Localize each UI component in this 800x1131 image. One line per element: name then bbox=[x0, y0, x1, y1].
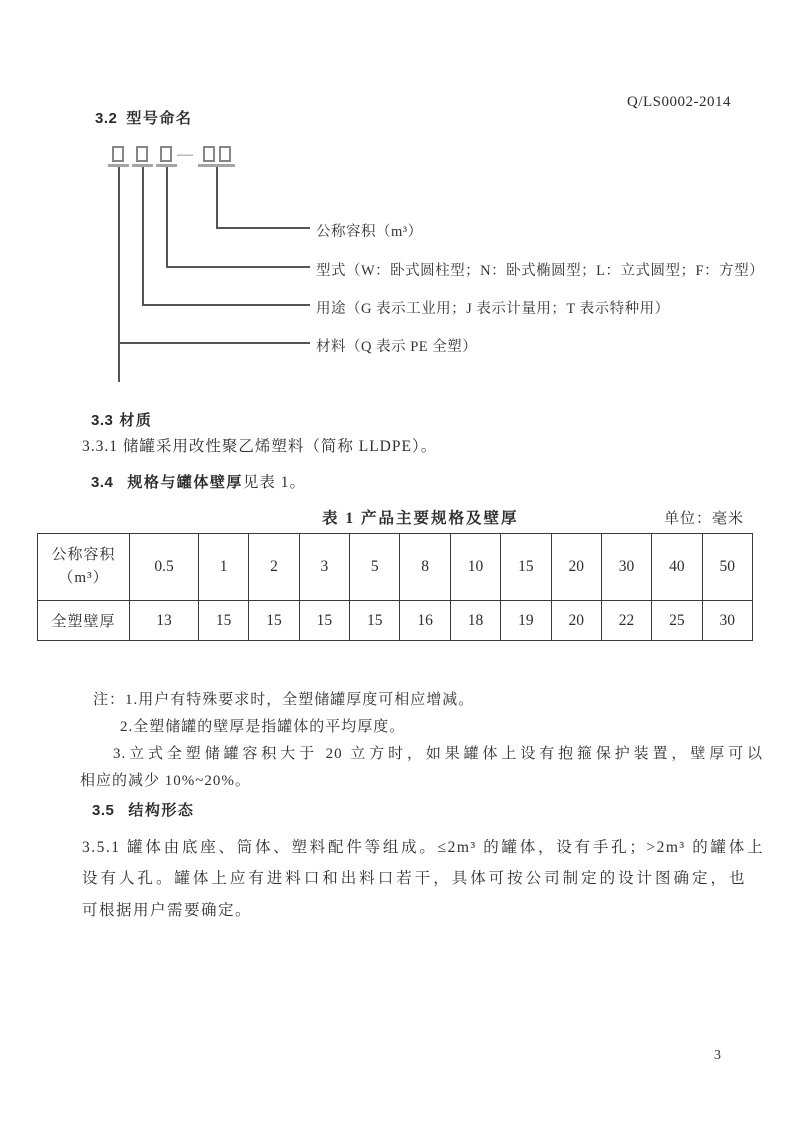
thickness-value-cell: 15 bbox=[199, 601, 249, 641]
note-line-3: 3.立式全塑储罐容积大于 20 立方时，如果罐体上设有抱箍保护装置，壁厚可以 bbox=[113, 746, 763, 762]
diagram-label-capacity: 公称容积（m³） bbox=[316, 224, 423, 240]
diagram-label-material: 材料（Q 表示 PE 全塑） bbox=[316, 339, 478, 355]
capacity-value-cell: 2 bbox=[249, 534, 299, 601]
thickness-value-cell: 15 bbox=[249, 601, 299, 641]
thickness-value-cell: 16 bbox=[400, 601, 450, 641]
thickness-header-cell: 全塑壁厚 bbox=[38, 601, 130, 641]
connector-vline-material bbox=[118, 167, 120, 382]
connector-vline-type bbox=[166, 167, 168, 268]
capacity-row bbox=[38, 534, 753, 601]
thickness-value-cell: 18 bbox=[450, 601, 500, 641]
thickness-value-cell: 30 bbox=[702, 601, 752, 641]
note-line-2: 2.全塑储罐的壁厚是指罐体的平均厚度。 bbox=[120, 719, 406, 735]
capacity-value-cell: 5 bbox=[350, 534, 400, 601]
section-3-5-number: 3.5 bbox=[92, 802, 115, 819]
model-box-1 bbox=[112, 146, 124, 162]
capacity-value-cell: 20 bbox=[551, 534, 601, 601]
capacity-header-line2: （m³） bbox=[58, 570, 109, 586]
capacity-value-cell: 8 bbox=[400, 534, 450, 601]
section-3-3-title: 材质 bbox=[119, 412, 153, 429]
section-3-4-tail: 见表 1。 bbox=[242, 474, 307, 491]
model-box-5 bbox=[219, 146, 231, 162]
spec-table bbox=[37, 533, 753, 641]
thickness-value-cell: 20 bbox=[551, 601, 601, 641]
section-3-4-number: 3.4 bbox=[91, 474, 114, 491]
note-line-1: 注：1.用户有特殊要求时，全塑储罐厚度可相应增减。 bbox=[93, 692, 475, 708]
capacity-value-cell: 0.5 bbox=[130, 534, 199, 601]
capacity-value-cell: 40 bbox=[652, 534, 702, 601]
section-3-2-number: 3.2 bbox=[95, 110, 118, 127]
section-3-5-title: 结构形态 bbox=[128, 802, 195, 819]
connector-vline-use bbox=[142, 167, 144, 306]
section-3-5-heading bbox=[92, 799, 194, 820]
connector-vline-capacity bbox=[216, 167, 218, 229]
page-number: 3 bbox=[714, 1048, 721, 1063]
thickness-value-cell: 22 bbox=[601, 601, 651, 641]
thickness-row bbox=[38, 601, 753, 641]
thickness-value-cell: 15 bbox=[299, 601, 349, 641]
capacity-value-cell: 30 bbox=[601, 534, 651, 601]
model-box-3 bbox=[160, 146, 172, 162]
doc-code: Q/LS0002-2014 bbox=[627, 94, 731, 110]
connector-hline-use bbox=[142, 304, 310, 306]
connector-hline-type bbox=[166, 266, 310, 268]
section-3-4-title: 规格与罐体壁厚 bbox=[127, 474, 243, 491]
diagram-label-use: 用途（G 表示工业用；J 表示计量用；T 表示特种用） bbox=[316, 301, 670, 317]
section-3-3-heading bbox=[91, 409, 152, 430]
capacity-value-cell: 50 bbox=[702, 534, 752, 601]
table-caption: 表 1 产品主要规格及壁厚 bbox=[322, 510, 519, 527]
model-naming-diagram bbox=[0, 0, 800, 400]
thickness-value-cell: 15 bbox=[350, 601, 400, 641]
model-box-4 bbox=[203, 146, 215, 162]
model-dash: — bbox=[177, 146, 193, 163]
clause-3-5-1-line-2: 设有人孔。罐体上应有进料口和出料口若干，具体可按公司制定的设计图确定，也 bbox=[82, 870, 746, 887]
capacity-value-cell: 1 bbox=[199, 534, 249, 601]
clause-3-5-1-line-1: 3.5.1 罐体由底座、筒体、塑料配件等组成。≤2m³ 的罐体，设有手孔；>2m³ 的罐体上 bbox=[82, 839, 764, 856]
connector-hline-capacity bbox=[216, 227, 310, 229]
thickness-value-cell: 13 bbox=[130, 601, 199, 641]
thickness-value-cell: 25 bbox=[652, 601, 702, 641]
connector-hline-material bbox=[118, 342, 310, 344]
table-unit-label: 单位：毫米 bbox=[664, 511, 745, 527]
capacity-header-line1: 公称容积 bbox=[51, 546, 116, 563]
diagram-label-type: 型式（W：卧式圆柱型；N：卧式椭圆型；L：立式圆型；F：方型） bbox=[316, 263, 765, 279]
thickness-value-cell: 19 bbox=[501, 601, 551, 641]
capacity-value-cell: 10 bbox=[450, 534, 500, 601]
clause-3-5-1-line-3: 可根据用户需要确定。 bbox=[82, 902, 253, 919]
clause-3-3-1: 3.3.1 储罐采用改性聚乙烯塑料（简称 LLDPE）。 bbox=[82, 438, 438, 455]
section-3-2-title: 型号命名 bbox=[126, 110, 193, 127]
section-3-4-heading bbox=[91, 470, 306, 492]
section-3-3-number: 3.3 bbox=[91, 412, 114, 429]
capacity-header-cell bbox=[38, 534, 130, 601]
capacity-value-cell: 3 bbox=[299, 534, 349, 601]
model-box-2 bbox=[136, 146, 148, 162]
note-line-4: 相应的减少 10%~20%。 bbox=[80, 773, 251, 789]
capacity-value-cell: 15 bbox=[501, 534, 551, 601]
